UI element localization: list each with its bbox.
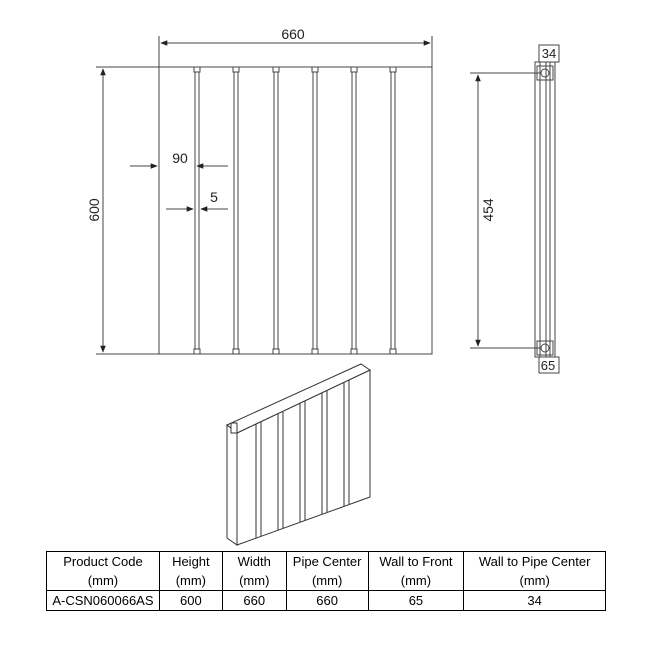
cell-wall-to-front: 65 <box>368 591 464 611</box>
side-depth-top-label: 34 <box>541 46 557 61</box>
spec-table <box>46 551 606 611</box>
table-row <box>47 591 606 611</box>
header-product-code: Product Code (mm) <box>47 552 160 591</box>
panel-width-label: 90 <box>172 150 188 166</box>
cell-width: 660 <box>222 591 286 611</box>
header-pipe-center: Pipe Center (mm) <box>286 552 368 591</box>
cell-product-code: A-CSN060066AS <box>47 591 160 611</box>
header-wall-to-front: Wall to Front (mm) <box>368 552 464 591</box>
gap-label: 5 <box>210 189 218 205</box>
height-dimension <box>96 67 159 354</box>
side-view <box>535 62 555 357</box>
divider-tabs <box>194 67 396 354</box>
cell-pipe-center: 660 <box>286 591 368 611</box>
width-label: 660 <box>281 26 305 42</box>
cell-height: 600 <box>159 591 222 611</box>
height-label: 600 <box>86 198 102 222</box>
side-height-label: 454 <box>480 198 496 222</box>
cell-wall-to-pipe-center: 34 <box>464 591 606 611</box>
front-view <box>159 67 432 354</box>
side-depth-boxes <box>539 45 559 373</box>
spec-table-header-row <box>47 552 606 591</box>
panel-dividers <box>195 67 395 354</box>
header-height: Height (mm) <box>159 552 222 591</box>
side-depth-bottom-label: 65 <box>540 358 556 373</box>
isometric-view <box>227 364 370 545</box>
header-wall-to-pipe-center: Wall to Pipe Center (mm) <box>464 552 606 591</box>
header-width: Width (mm) <box>222 552 286 591</box>
